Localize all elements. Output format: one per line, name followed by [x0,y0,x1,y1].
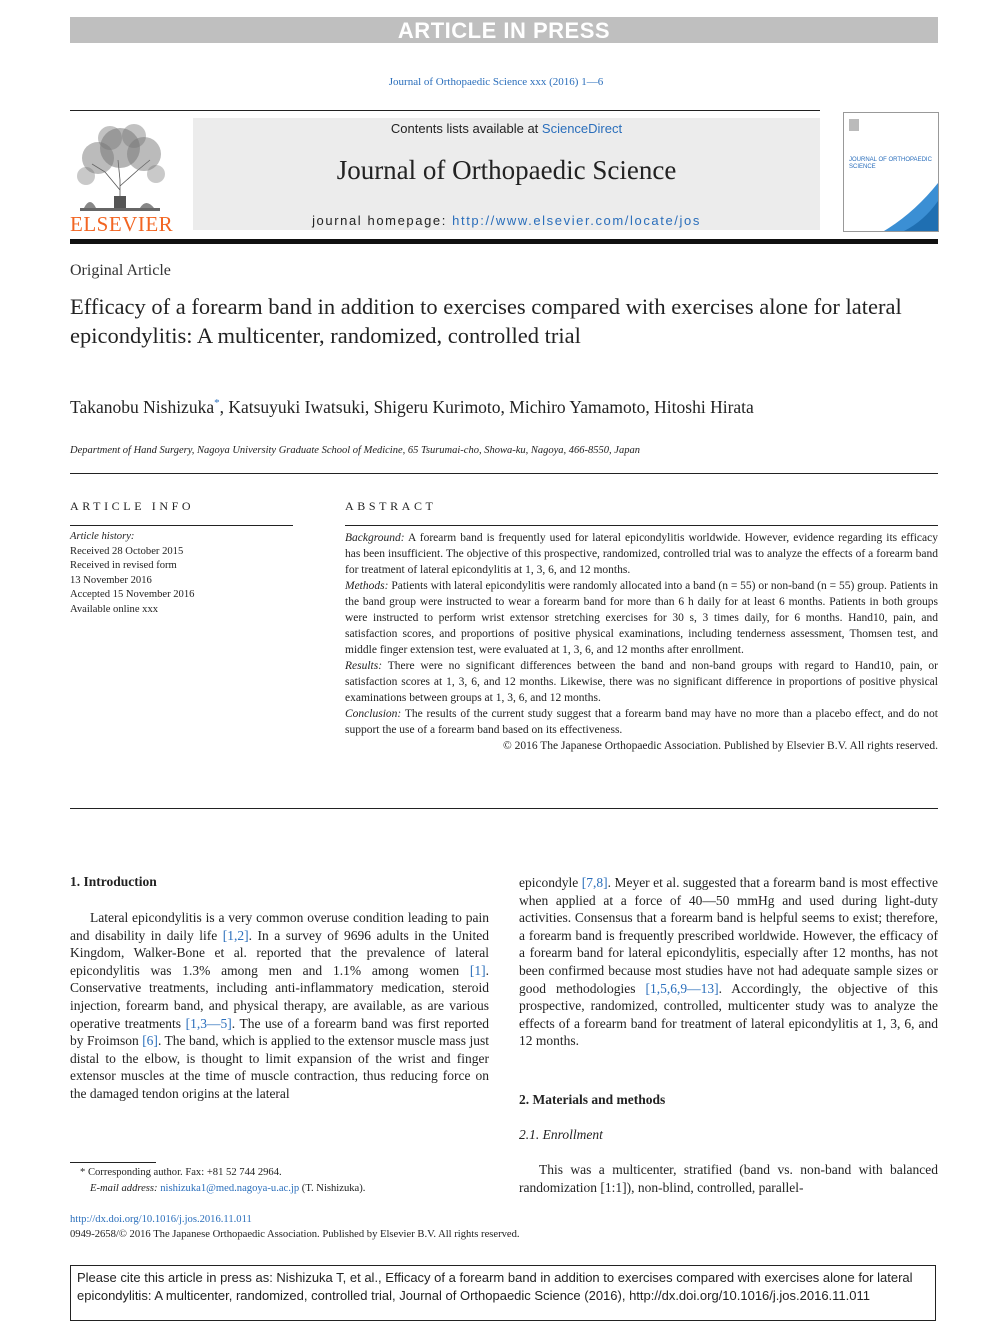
intro-paragraph-2 [519,874,938,1050]
history-line: Received in revised form [70,560,177,572]
homepage-label: journal homepage: [312,213,453,228]
enrollment-text: This was a multicenter, stratified (band vs. non-band with balanced randomization [1:1]), non-blind, controlled, parallel- [519,1162,938,1195]
history-line: 13 November 2016 [70,574,152,586]
email-link[interactable]: nishizuka1@med.nagoya-u.ac.jp [160,1182,300,1194]
history-line: Available online xxx [70,603,159,615]
journal-homepage [193,213,820,228]
conclusion-text: The results of the current study suggest that a forearm band may have no more than a placebo effect, and do not support the use of a forearm band based on its effectiveness. [345,708,939,736]
intro-text: Lateral epicondylitis is a very common overuse condition leading to pain and disability in daily life [70,910,489,943]
coauthors: , Katsuyuki Iwatsuki, Shigeru Kurimoto, Michiro Yamamoto, Hitoshi Hirata [219,396,754,417]
elsevier-wordmark: ELSEVIER [70,212,174,236]
methods-text: Patients with lateral epicondylitis were randomly allocated into a band (n = 55) or non-band (n = 55) group. Patients in the band group were instructed to wear a forearm band for more than 6 h daily for at least 6 months. Patients in both groups were instructed to perform wrist extensor stretching exercises for 30 s, 3 times daily, for 6 months. Hand10, pain, and satisfaction scores, and proportions of positive physical examinations, including tenderness assessment, Thomsen test, and middle finger extension test, were evaluated at 1, 3, 6, and 12 months after enrollment. [345,580,939,656]
contents-prefix: Contents lists available at [390,121,542,136]
doi-link[interactable]: http://dx.doi.org/10.1016/j.jos.2016.11.011 [70,1214,252,1225]
article-history [70,530,293,618]
affiliation: Department of Hand Surgery, Nagoya University Graduate School of Medicine, 65 Tsurumai-cho, Showa-ku, Nagoya, 466-8550, Japan [70,445,640,456]
issn-line: 0949-2658/© 2016 The Japanese Orthopaedic Association. Published by Elsevier B.V. All rights reserved. [70,1229,520,1240]
results-text: There were no significant differences between the band and non-band groups with regard to Hand10, pain, or satisfaction scores at 1, 3, 6, and 12 months. Likewise, there was no significant difference in proportions of positive physical examinations between groups at 1, 3, 6, and 12 months. [345,660,938,704]
masthead-thick-rule [70,239,938,244]
intro-text: . Meyer et al. suggested that a forearm band is most effective when applied at a force of 40—50 mmHg and used during light-duty activities. Consensus that a forearm band is helpful seems to exist; therefore, a forearm band is frequently prescribed worldwide. However, the efficacy of a forearm band for lateral epicondylitis, especially after 12 months, has not been confirmed because most studies have not had adequate sample sizes or good methodologies [519,875,938,996]
journal-title: Journal of Orthopaedic Science [336,155,677,185]
intro-text: . Accordingly, the objective of this prospective, randomized, controlled, multicenter study was to analyze the effects of a forearm band for treatment of lateral epicondylitis at 1, 3, 6, and 12 months. [519,980,938,1049]
article-type: Original Article [70,262,171,279]
enrollment-paragraph [519,1161,938,1196]
conclusion-label: Conclusion: [345,708,402,720]
email-label: E-mail address: [90,1182,161,1194]
history-label: Article history: [70,531,135,542]
cover-title: JOURNAL OF ORTHOPAEDIC SCIENCE [849,157,932,170]
doi-block [70,1212,520,1242]
article-in-press-banner: ARTICLE IN PRESS [70,17,938,43]
header-rule [70,110,820,111]
cover-graphic [844,113,938,231]
abstract-rule [345,525,938,526]
intro-text: . The use of a forearm band was first reported by Froimson [70,1015,489,1049]
intro-text: . In a survey of 9696 adults in the United Kingdom, Walker-Bone et al. reported that the prevalence of lateral epicondylitis was 1.3% among men and 1.1% among women [70,927,489,978]
citation-link[interactable]: [1] [469,962,486,978]
abstract-background [345,530,938,578]
citation-link[interactable]: [1,5,6,9—13] [645,980,719,996]
journal-reference-link[interactable]: Journal of Orthopaedic Science xxx (2016) 1—6 [388,76,604,88]
contents-line [193,121,820,136]
corresponding-footnote [70,1165,490,1197]
background-text: A forearm band is frequently used for lateral epicondylitis worldwide. However, evidence regarding its efficacy has been insufficient. The objective of this prospective, randomized, controlled trial was to analyze the effects of a forearm band for treatment of lateral epicondylitis at 1, 3, 6, and 12 months. [345,532,938,576]
intro-text: . Conservative treatments, including anti-inflammatory medication, steroid injection, forearm band, and physical therapy, are available, as are various operative treatments [70,962,489,1031]
article-info-rule [70,525,293,526]
abstract-results [345,658,938,706]
intro-text: epicondyle [519,875,582,890]
abstract-body [345,530,938,754]
abstract-conclusion [345,706,938,738]
corresponding-note: * Corresponding author. Fax: +81 52 744 2964. [80,1167,282,1178]
citation-link[interactable]: [6] [142,1033,158,1049]
title-block-rule [70,473,938,474]
abstract-methods [345,578,938,658]
citation-link[interactable]: [7,8] [581,875,608,890]
footnote-rule [70,1162,156,1163]
intro-text: . The band, which is applied to the extensor muscle mass just distal to the elbow, is thought to limit expansion of the wrist and finger extensor muscles at the time of muscle contraction, thus reducing force on the damaged tendon origins at the lateral [70,1033,489,1101]
history-line: Received 28 October 2015 [70,545,184,557]
sciencedirect-link[interactable]: ScienceDirect [541,121,623,136]
article-title: Efficacy of a forearm band in addition to exercises compared with exercises alone for lateral epicondylitis: A multicenter, randomized, controlled trial [70,294,902,348]
author-list [70,392,930,418]
email-suffix: (T. Nishizuka). [299,1182,366,1194]
intro-paragraph-1 [70,909,489,1103]
introduction-heading: 1. Introduction [70,874,157,889]
abstract-end-rule [70,808,938,809]
citation-link[interactable]: [1,2] [222,927,249,943]
abstract-heading: ABSTRACT [345,499,437,513]
citation-link[interactable]: [1,3—5] [185,1015,232,1031]
article-info-heading: ARTICLE INFO [70,499,195,513]
enrollment-subheading: 2.1. Enrollment [519,1127,603,1142]
methods-heading: 2. Materials and methods [519,1092,666,1107]
results-label: Results: [345,660,383,672]
background-label: Background: [345,532,405,544]
corresponding-author[interactable]: Takanobu Nishizuka [70,396,215,417]
homepage-url-link[interactable]: http://www.elsevier.com/locate/jos [452,213,701,228]
abstract-copyright: © 2016 The Japanese Orthopaedic Association. Published by Elsevier B.V. All rights reserved. [502,740,938,752]
history-line: Accepted 15 November 2016 [70,589,195,601]
journal-cover-thumbnail[interactable] [843,112,939,232]
citation-box: Please cite this article in press as: Nishizuka T, et al., Efficacy of a forearm band in addition to exercises compared with exercises alone for lateral epicondylitis: A multicenter, randomized, controlled trial, Journal of Orthopaedic Science (2016), http://dx.doi.org/10.1016/j.jos.2016.11.011 [70,1265,936,1321]
methods-label: Methods: [345,580,389,592]
corresponding-author-mark[interactable]: * [214,397,220,409]
